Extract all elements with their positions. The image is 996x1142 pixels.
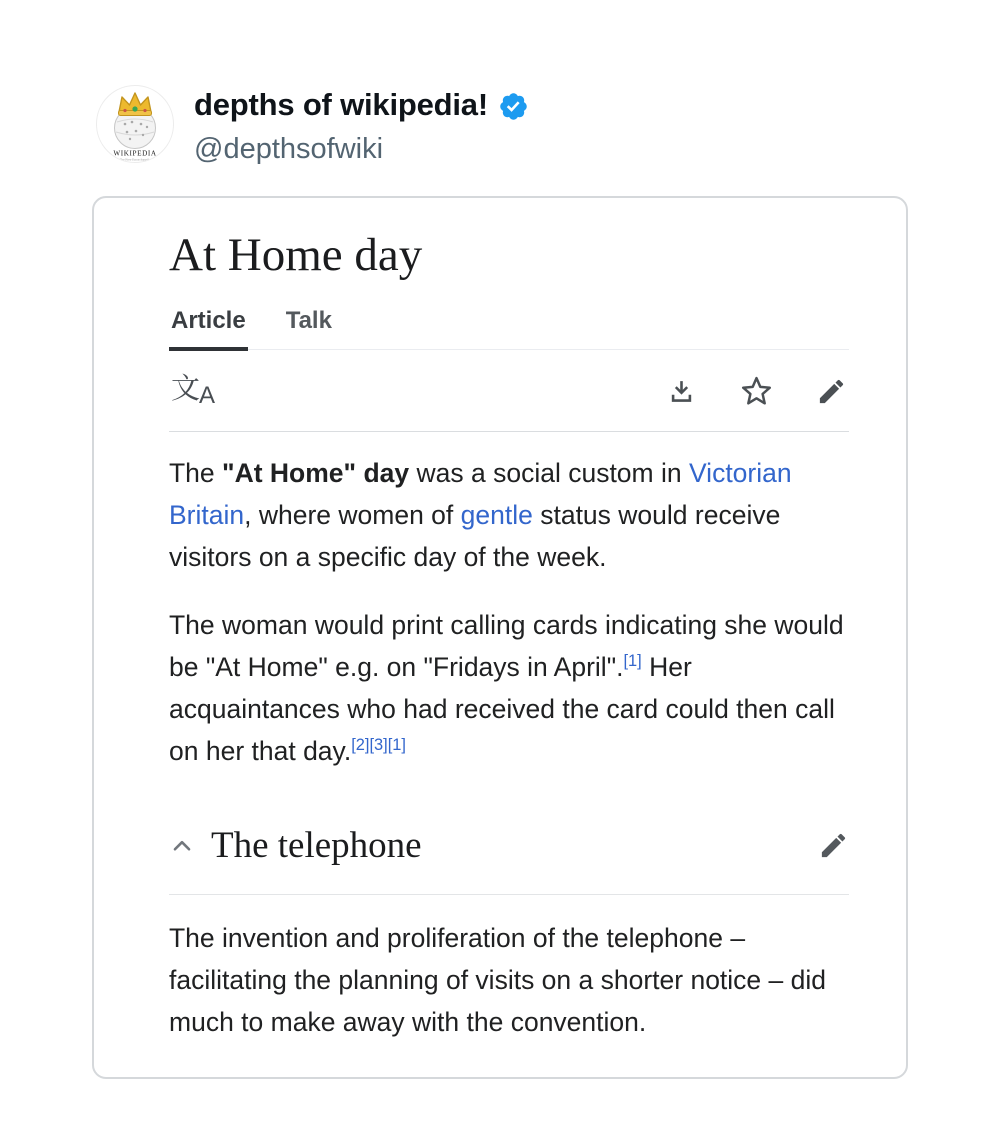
star-icon [739, 374, 774, 409]
avatar-logo-text: WIKIPEDIA [113, 149, 157, 158]
reference-link[interactable]: [1] [387, 735, 406, 754]
lead-paragraph-1 [169, 452, 849, 578]
article-body [169, 452, 849, 1043]
avatar[interactable] [96, 85, 174, 163]
chevron-up-icon[interactable] [169, 833, 195, 859]
section-body [169, 917, 849, 1043]
avatar-tagline: The Free Encyclopedia [119, 157, 151, 162]
text-segment: was a social custom in [409, 457, 689, 488]
tweet-author-name-row [194, 87, 529, 123]
toolbar-actions [666, 374, 847, 409]
section-paragraph-1 [169, 917, 849, 1043]
language-icon[interactable]: 文A [171, 372, 216, 409]
download-button[interactable] [666, 376, 697, 407]
bookmark-star-button[interactable] [739, 374, 774, 409]
tweet-header [0, 0, 996, 166]
display-name[interactable]: depths of wikipedia! [194, 87, 488, 122]
user-handle[interactable]: @depthsofwiki [194, 133, 384, 165]
edit-section-button[interactable] [818, 830, 849, 861]
download-icon [666, 376, 697, 407]
text-segment: The woman would print calling cards indicating she would be "At Home" e.g. on "Fridays in April". [169, 609, 844, 682]
edit-icon [816, 376, 847, 407]
wikipedia-article-card [92, 196, 908, 1079]
section-heading[interactable]: The telephone [211, 824, 422, 866]
text-segment: Her acquaintances who had received the card could then call on her that day. [169, 651, 835, 766]
article-link[interactable]: gentle [460, 499, 533, 530]
reference-link[interactable]: [3] [369, 735, 388, 754]
verified-badge-icon [498, 91, 529, 122]
article-title: At Home day [169, 229, 423, 281]
lead-paragraph-2 [169, 604, 849, 772]
tab-article[interactable]: Article [169, 303, 248, 351]
reference-link[interactable]: [1] [623, 651, 642, 670]
article-link[interactable]: Victorian Britain [169, 457, 792, 530]
tab-talk[interactable]: Talk [285, 306, 332, 334]
section-heading-row [169, 824, 849, 895]
text-segment: , where women of [244, 499, 461, 530]
text-segment: The invention and proliferation of the telephone – facilitating the planning of visits on a shorter notice – did much to make away with the convention. [169, 923, 827, 1038]
text-segment: status would receive visitors on a specific day of the week. [169, 499, 781, 572]
text-segment: "At Home" day [222, 457, 410, 488]
article-toolbar [169, 350, 849, 432]
article-tabs [169, 303, 849, 350]
text-segment: The [169, 457, 223, 488]
reference-link[interactable]: [2] [351, 735, 370, 754]
edit-article-button[interactable] [816, 376, 847, 407]
edit-icon [818, 830, 849, 861]
tweet-author-block [194, 85, 529, 166]
wikipedia-crown-globe-icon [97, 86, 173, 162]
